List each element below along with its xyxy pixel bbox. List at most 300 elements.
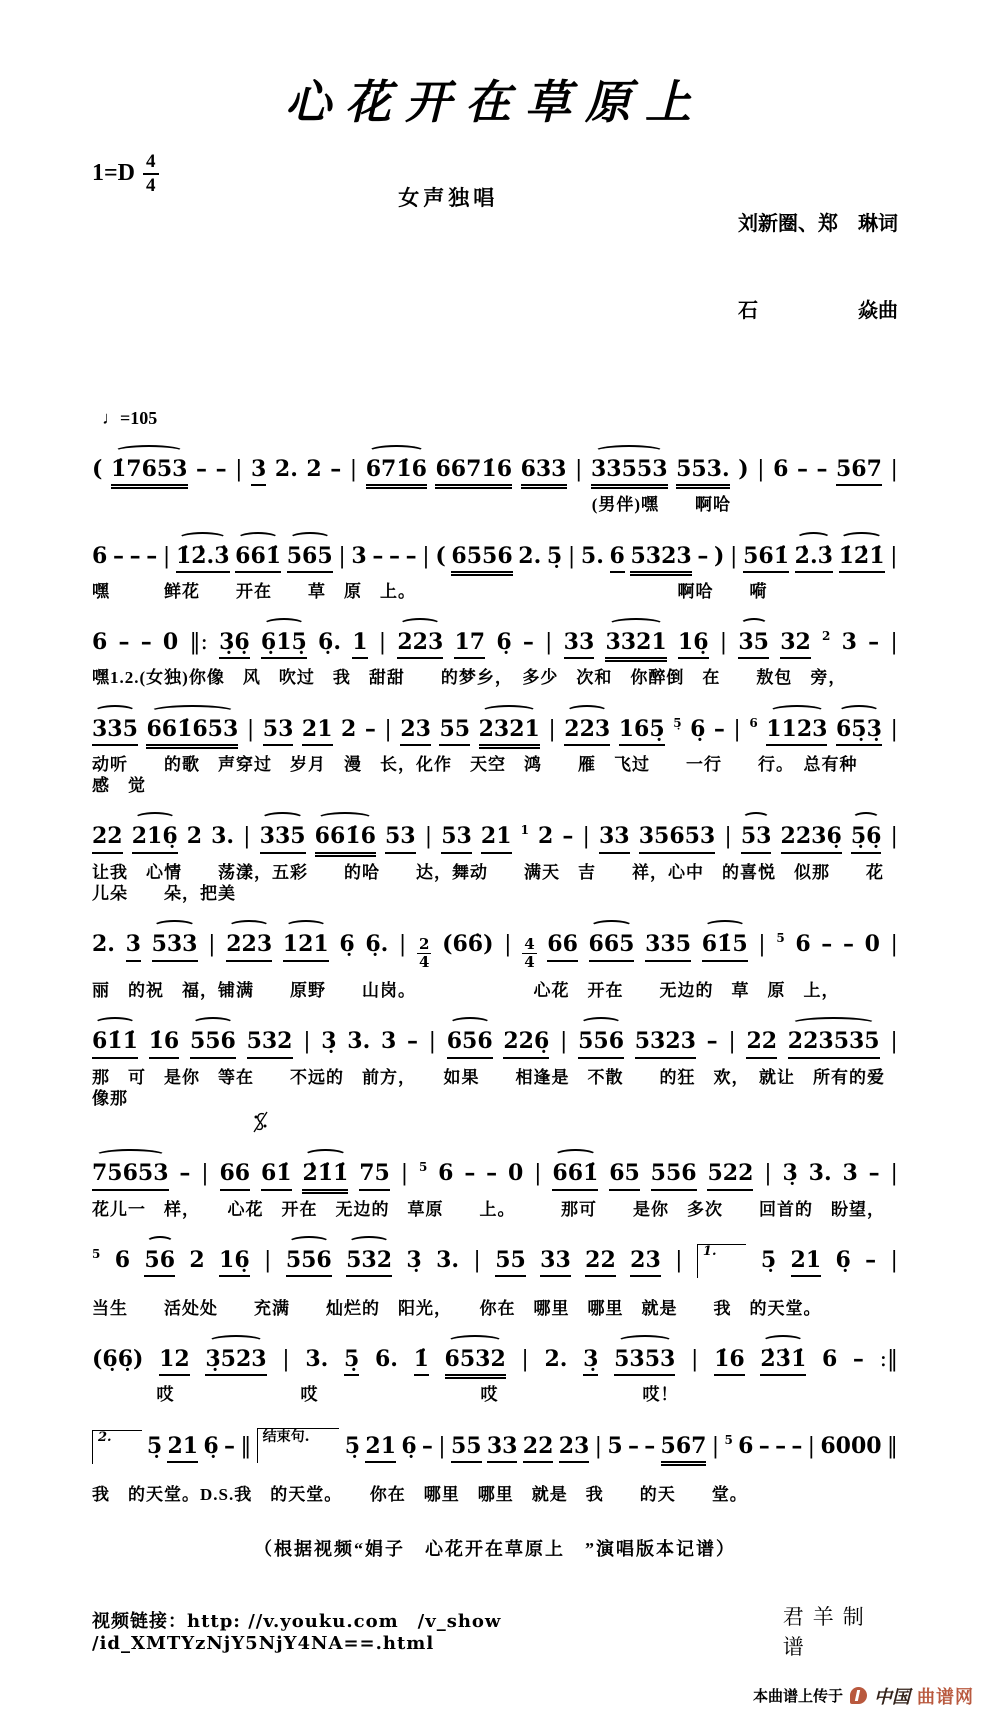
note-group: 532	[247, 1029, 293, 1058]
credits	[738, 152, 898, 384]
note-token: –	[522, 629, 534, 656]
note-token: 6̣	[203, 1432, 219, 1459]
note-token: 2	[186, 823, 203, 850]
note-token: (	[435, 542, 446, 569]
note-group: 2̇3̇1̇	[760, 1347, 806, 1376]
note-group: 121	[283, 932, 329, 961]
barline: |	[264, 1247, 272, 1273]
note-token: 3̣	[321, 1028, 337, 1055]
note-group: 21	[791, 1248, 822, 1277]
note-token: 3	[842, 1160, 858, 1187]
note-group: 533	[152, 932, 198, 961]
ts-top: 4	[524, 935, 535, 954]
note-group: 223	[564, 717, 610, 746]
lyric-line: 嘿 鲜花 开在 草 原 上。 啊哈 嗬	[92, 581, 768, 601]
note-group: 35	[738, 630, 769, 659]
note-token: 3	[841, 629, 857, 656]
note-token: 3.	[305, 1346, 329, 1373]
note-group: 3	[126, 932, 141, 961]
barline: |	[724, 824, 732, 850]
note-group: 532	[346, 1248, 392, 1277]
note-group: 6̣15̣	[261, 630, 307, 659]
note-group: 3321	[605, 630, 666, 659]
barline: |	[422, 543, 430, 569]
note-token: –	[868, 1160, 880, 1187]
note-token: –	[486, 1160, 498, 1187]
note-group: 21	[302, 717, 333, 746]
note-token: 6	[795, 931, 811, 958]
note-token: –	[868, 629, 880, 656]
barline: |	[733, 716, 741, 742]
note-token: 2	[189, 1246, 205, 1273]
music-system-1	[92, 443, 898, 516]
time-signature: 4 4	[143, 152, 159, 196]
note-group: 6556	[451, 544, 512, 573]
note-token: –	[112, 542, 124, 569]
note-group: 53	[741, 824, 772, 853]
barline: |	[378, 630, 387, 656]
note-group: 223535	[788, 1029, 880, 1058]
barline: ‖	[240, 1433, 252, 1459]
note-group: 21	[481, 824, 512, 853]
note-token: 6.	[374, 1346, 398, 1373]
note-token: –	[196, 456, 208, 482]
note-token: –	[644, 1432, 656, 1459]
barline: |	[758, 932, 766, 958]
note-group: 1̇	[414, 1347, 429, 1376]
note-group: 5323	[630, 544, 691, 573]
barline: |	[890, 1161, 898, 1187]
barline: |	[575, 457, 583, 482]
ts-top: 2	[418, 935, 430, 954]
note-group: 5̣	[344, 1347, 359, 1376]
note-group: 55	[439, 717, 470, 746]
note-group: 1123	[766, 717, 827, 746]
music-system-9	[92, 1234, 898, 1319]
barline: |	[730, 543, 738, 569]
note-group: 216̣	[132, 824, 178, 853]
note-group: 3̣6̣	[219, 630, 250, 659]
note-group: 23	[559, 1434, 590, 1463]
music-system-10	[92, 1333, 898, 1406]
barline: |	[338, 543, 346, 569]
note-group: 61̇	[261, 1161, 292, 1190]
meta-row	[92, 152, 898, 384]
key-signature	[92, 152, 159, 196]
note-token: –	[140, 629, 152, 656]
note-group: 61̇1̇	[92, 1029, 138, 1058]
note-group: 35653	[639, 824, 716, 853]
note-token: 6̣	[496, 629, 512, 656]
note-group: 1̇7653	[111, 457, 188, 486]
note-token: 2	[538, 823, 554, 850]
notes-row	[92, 616, 898, 659]
grace-note: 5	[418, 1160, 428, 1175]
lyric-line: 当生 活处处 充满 灿烂的 阳光， 你在 哪里 哪里 就是 我 的天堂。	[92, 1298, 822, 1318]
note-token: 3.	[436, 1246, 460, 1273]
note-token: –	[388, 542, 400, 569]
barline: |	[890, 543, 898, 569]
note-group: 671̇6	[366, 457, 427, 486]
key-value: 1=D	[92, 160, 136, 187]
note-group: 56	[144, 1248, 175, 1277]
note-token: –	[330, 456, 342, 482]
note-token: –	[372, 542, 384, 569]
note-group: 65	[609, 1161, 640, 1190]
note-token: 3̣	[782, 1160, 798, 1187]
note-token: –	[796, 456, 808, 482]
note-group: 22	[746, 1029, 777, 1058]
site-name-cn: 中国	[874, 1686, 910, 1707]
note-token: 0	[864, 931, 880, 958]
barline: |	[424, 824, 433, 850]
barline: |	[890, 716, 898, 742]
note-token: –	[215, 456, 227, 482]
note-group: 556	[190, 1029, 236, 1058]
note-group: 661̇	[552, 1161, 598, 1190]
barline: ‖:	[189, 630, 208, 656]
lyricist-credit: 刘新圈、郑 琳词	[737, 213, 898, 235]
barline: |	[890, 1029, 898, 1055]
note-group: 3	[251, 457, 266, 486]
note-token: –	[146, 542, 158, 569]
barline: :‖	[879, 1347, 898, 1373]
note-token: 3	[380, 1028, 397, 1055]
barline: |	[890, 824, 898, 850]
note-token: 5.	[580, 542, 604, 569]
barline: |	[504, 932, 512, 958]
barline: |	[303, 1029, 311, 1055]
barline: |	[582, 824, 590, 850]
barline: |	[548, 716, 556, 742]
barline: |	[473, 1247, 481, 1273]
barline: |	[428, 1029, 437, 1055]
barline: |	[890, 457, 898, 482]
qupu-site-logo-icon	[850, 1687, 867, 1704]
note-group: 165̣	[619, 717, 665, 746]
note-token: 6̣	[835, 1246, 851, 1273]
note-group: 6	[610, 544, 625, 573]
barline: |	[675, 1247, 683, 1273]
note-token: 0	[508, 1160, 524, 1187]
barline: |	[243, 824, 251, 850]
note-group: 633	[521, 457, 567, 486]
note-group: 556	[651, 1161, 697, 1190]
note-token: 2	[306, 456, 322, 482]
note-group: 55	[451, 1434, 482, 1463]
note-group: 75653	[92, 1161, 169, 1190]
notes-row	[92, 1015, 898, 1058]
note-group: 556	[578, 1029, 624, 1058]
note-group: 55	[495, 1248, 526, 1277]
video-link: 视频链接：http: //v.youku.com /v_show /id_XMTYzNjY5NjY4NA==.html	[92, 1611, 502, 1655]
barline: |	[208, 932, 216, 958]
note-group: 567	[836, 457, 882, 486]
note-token: 5̣	[344, 1432, 361, 1459]
barline: |	[400, 1161, 409, 1187]
notes-row	[92, 918, 898, 972]
note-group: 335	[260, 824, 306, 853]
note-token: –	[816, 456, 828, 482]
barline: ‖	[886, 1433, 898, 1459]
notes-row	[92, 1420, 898, 1476]
grace-note: 2	[822, 629, 831, 644]
note-token: 5̣	[546, 542, 563, 569]
note-token: –	[364, 715, 376, 742]
note-token: (6̣6̣)	[92, 1346, 144, 1373]
note-token: –	[224, 1432, 236, 1459]
note-group: 1	[352, 630, 367, 659]
subtitle: 女声独唱	[398, 186, 499, 210]
barline: |	[201, 1161, 209, 1187]
song-title: 心花开在草原上	[285, 77, 705, 128]
note-group: 32	[780, 630, 811, 659]
note-group: 661̇653	[146, 717, 238, 746]
barline: |	[719, 630, 728, 656]
note-group: 1̇2̇.3̇	[176, 544, 230, 573]
grace-note: 5	[724, 1432, 733, 1447]
note-token: –	[706, 1028, 718, 1055]
note-group: 656	[447, 1029, 493, 1058]
note-group: 21	[167, 1434, 198, 1463]
inline-time-signature	[417, 937, 431, 970]
music-system-3	[92, 616, 898, 689]
note-group: 33	[599, 824, 630, 853]
note-group: 565	[287, 544, 333, 573]
note-token: 0	[162, 629, 179, 656]
transcriber-seal: 君羊制谱	[782, 1604, 873, 1659]
barline: |	[349, 457, 358, 482]
notes-row	[92, 443, 898, 486]
grace-note: 5̣	[673, 715, 682, 730]
note-token: (66̇)	[442, 931, 494, 958]
note-group: 53	[385, 824, 416, 853]
note-group: 335	[645, 932, 691, 961]
grace-note: 5	[92, 1246, 101, 1261]
music-system-5	[92, 810, 920, 904]
note-group: 661̇	[235, 544, 281, 573]
note-group: 16̣	[219, 1248, 250, 1277]
note-token: 6	[114, 1246, 131, 1273]
notes-row	[92, 703, 898, 746]
inline-time-signature	[522, 937, 536, 970]
note-token: –	[842, 931, 854, 958]
music-system-8	[92, 1147, 898, 1220]
note-token: –	[821, 931, 833, 958]
upload-text: 本曲谱上传于	[752, 1689, 843, 1706]
note-token: 5̣	[760, 1246, 777, 1273]
note-group: 53	[263, 717, 294, 746]
video-link-row	[92, 1601, 898, 1661]
barline: |	[567, 543, 576, 569]
note-token: –	[775, 1432, 787, 1459]
note-token: –	[179, 1160, 191, 1187]
note-group: 23	[630, 1248, 661, 1277]
note-token: –	[464, 1160, 476, 1187]
barline: |	[890, 630, 898, 656]
note-group: 661̇6	[315, 824, 376, 853]
segno-icon	[253, 1111, 898, 1133]
barline: |	[246, 716, 255, 742]
note-token: 6	[738, 1432, 754, 1459]
note-group: 12	[159, 1347, 190, 1376]
barline: |	[560, 1029, 568, 1055]
note-group: 556	[286, 1248, 332, 1277]
note-group: 5353	[614, 1347, 675, 1376]
note-token: 6̣.	[318, 629, 341, 656]
barline: |	[764, 1161, 772, 1187]
note-group: 5̣6̣	[851, 824, 882, 853]
note-token: 6̣	[401, 1432, 417, 1459]
note-group: 2̇.3̇	[795, 544, 833, 573]
music-system-11	[92, 1420, 898, 1505]
note-token: 6̣	[690, 715, 706, 742]
note-group: 561̇	[743, 544, 789, 573]
lyric-line: (男伴)嘿 啊哈	[591, 495, 732, 515]
volta-bracket: 1.	[697, 1244, 747, 1278]
note-token: –	[118, 629, 130, 656]
note-group: 553.	[676, 457, 730, 486]
grace-note: 5	[776, 931, 785, 946]
music-systems	[92, 443, 920, 1505]
note-token: –	[713, 715, 725, 742]
note-group: 66	[547, 932, 578, 961]
note-token: –	[852, 1346, 864, 1373]
note-group: 335	[92, 717, 138, 746]
note-group: 1̇2̇1̇	[839, 544, 885, 573]
note-group: 22	[92, 824, 123, 853]
note-token: 2.	[518, 542, 542, 569]
note-token: 3.	[347, 1028, 371, 1055]
note-token: –	[791, 1432, 803, 1459]
barline: |	[890, 932, 898, 958]
note-token: –	[627, 1432, 639, 1459]
note-token: 2	[341, 715, 357, 742]
note-group: 3̣523	[205, 1347, 266, 1376]
barline: |	[235, 457, 243, 482]
lyric-line: 丽 的祝 福，铺满 原野 山岗。 心花 开在 无边的 草 原 上，	[92, 981, 840, 1001]
barline: |	[282, 1347, 290, 1373]
note-group: 65̣3̣	[836, 717, 882, 746]
note-group: 23	[400, 717, 431, 746]
note-token: 6	[92, 629, 108, 656]
lyric-line: 花儿一 样， 心花 开在 无边的 草原 上。 那可 是你 多次 回首的 盼望，	[92, 1199, 885, 1219]
volta-bracket: 2.	[92, 1430, 142, 1464]
note-group: 226̣	[503, 1029, 549, 1058]
note-token: 6̣	[339, 931, 355, 958]
lyric-line: 那 可 是你 等在 不远的 前方， 如果 相逢是 不散 的狂 欢， 就让 所有的爱像那	[92, 1067, 885, 1109]
note-token: 3	[351, 542, 367, 569]
note-token: 6000	[820, 1432, 882, 1459]
note-token: (	[92, 456, 103, 482]
note-group: 223	[226, 932, 272, 961]
music-system-6	[92, 918, 898, 1001]
note-token: 6	[438, 1160, 454, 1187]
note-group: 5323	[635, 1029, 696, 1058]
ending-label: 结束句.	[257, 1428, 340, 1463]
note-group: 2̇1̇1̇	[302, 1161, 348, 1190]
note-token: –	[406, 1028, 418, 1055]
transcription-note: （根据视频“娟子 心花开在草原上 ”演唱版本记谱）	[254, 1538, 736, 1559]
note-group: 16̣	[678, 630, 709, 659]
note-group: 2236̣	[781, 824, 842, 853]
note-token: )	[738, 456, 749, 482]
lyric-line: 让我 心情 荡漾，五彩 的哈 达，舞动 满天 吉 祥，心中 的喜悦 似那 花 儿朵 朵，把美	[92, 862, 920, 903]
note-group: 66	[220, 1161, 251, 1190]
barline: |	[545, 630, 553, 656]
music-system-4	[92, 703, 898, 797]
note-group: 53	[441, 824, 472, 853]
lyric-line: 我 的天堂。D.S.我 的天堂。 你在 哪里 哪里 就是 我 的天 堂。	[92, 1484, 748, 1504]
barline: |	[711, 1433, 720, 1459]
note-group: 33	[540, 1248, 571, 1277]
note-group: 2321	[479, 717, 540, 746]
note-group: 3̣	[583, 1347, 598, 1376]
barline: |	[728, 1029, 736, 1055]
note-token: 3.	[808, 1160, 832, 1187]
note-group: 567	[661, 1434, 707, 1463]
barline: |	[398, 932, 407, 958]
note-group: 522	[707, 1161, 753, 1190]
note-group: 33	[564, 630, 595, 659]
note-token: 6	[92, 542, 108, 569]
note-group: 33553	[591, 457, 668, 486]
notes-row	[92, 530, 898, 573]
note-token: 5̣	[146, 1432, 163, 1459]
note-token: –	[421, 1432, 433, 1459]
grace-note: 1	[520, 823, 529, 838]
barline: |	[384, 716, 392, 742]
note-group: 6532	[445, 1347, 506, 1376]
note-token: –	[865, 1246, 877, 1273]
note-token: –	[129, 542, 141, 569]
ts-bottom: 4	[524, 953, 535, 972]
note-token: )	[713, 542, 725, 569]
note-group: 223	[397, 630, 443, 659]
music-system-7	[92, 1015, 898, 1133]
note-token: –	[405, 542, 417, 569]
lyric-line: 嘿1.2.(女独)你像 风 吹过 我 甜甜 的梦乡， 多少 次和 你醉倒 在 敖包 旁，	[92, 668, 847, 688]
barline: |	[162, 543, 171, 569]
note-group: 33	[487, 1434, 518, 1463]
note-token: 2.	[274, 456, 298, 482]
barline: |	[890, 1247, 898, 1273]
notes-row	[92, 1234, 898, 1290]
note-token: 5	[607, 1432, 623, 1459]
barline: |	[690, 1347, 699, 1373]
grace-note: 6	[749, 715, 758, 730]
note-token: 3̣	[406, 1246, 422, 1273]
note-token: –	[562, 823, 574, 850]
notes-row	[92, 1333, 898, 1376]
note-token: –	[758, 1432, 770, 1459]
site-name-qupu: 曲谱网	[917, 1686, 974, 1707]
barline: |	[438, 1433, 446, 1459]
note-group: 22	[585, 1248, 616, 1277]
ts-bottom: 4	[418, 953, 430, 972]
note-token: 2.	[544, 1346, 568, 1373]
barline: |	[534, 1161, 542, 1187]
lyric-line: 动听 的歌 声穿过 岁月 漫 长，化作 天空 鸿 雁 飞过 一行 行。 总有种 感 觉	[92, 754, 894, 796]
note-token: 2.	[92, 931, 115, 958]
barline: |	[521, 1347, 529, 1373]
notes-row	[92, 1147, 898, 1190]
composer-credit: 石 焱曲	[737, 300, 898, 322]
note-token: –	[697, 542, 709, 569]
note-token: 3.	[211, 823, 235, 850]
note-group: 665	[589, 932, 635, 961]
note-group: 1̇6	[714, 1347, 745, 1376]
